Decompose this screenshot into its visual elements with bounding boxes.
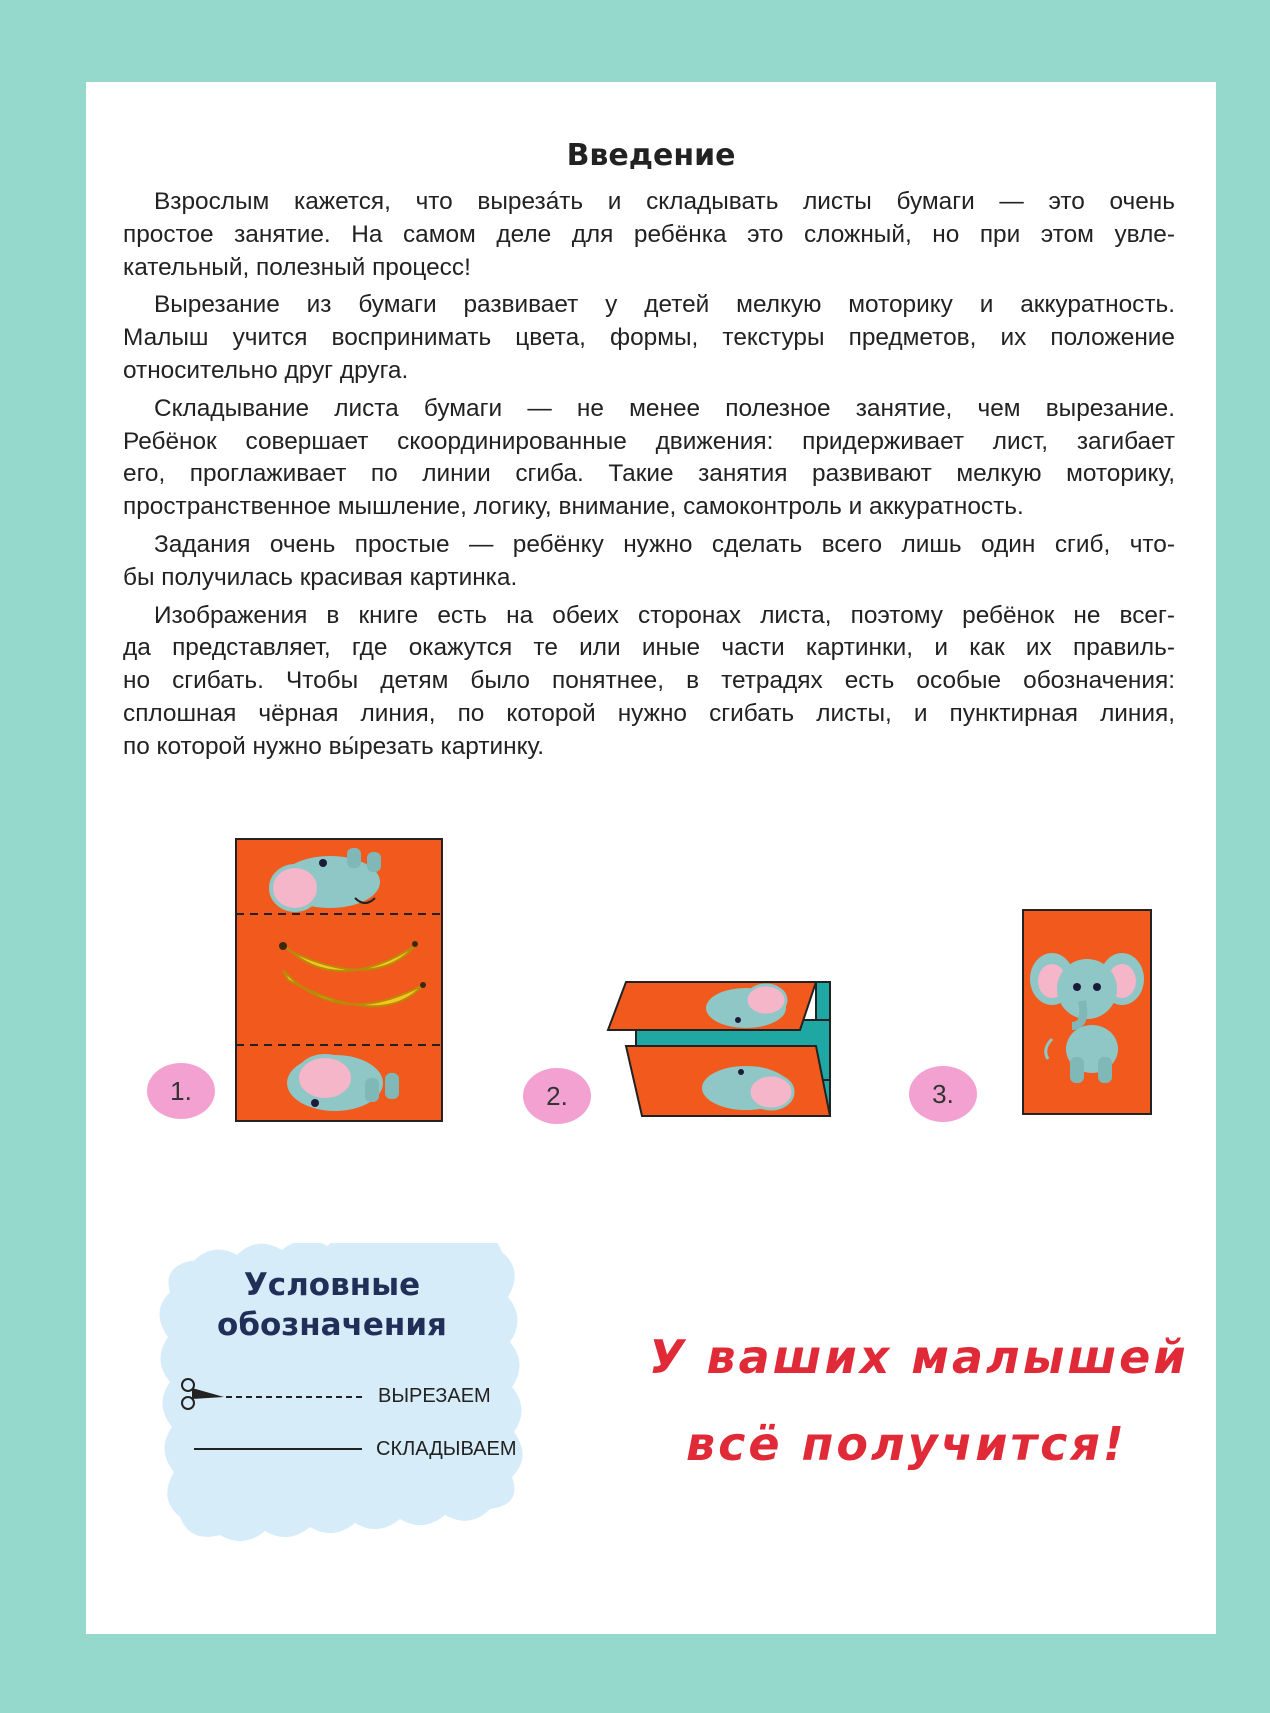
text-line: по которой нужно вы́резать картинку.: [123, 732, 545, 760]
text-line: Взрослым кажется, что вырезáть и складывать листы бумаги — это очень: [154, 188, 1175, 215]
text-line: но сгибать. Чтобы детям было понятнее, в тетрадях есть особые обозначения:: [123, 667, 1175, 695]
legend-box: [152, 1243, 592, 1563]
step-1-illustration: [235, 838, 443, 1122]
step-1-badge: 1.: [147, 1063, 215, 1119]
step-3-illustration: [1022, 909, 1152, 1115]
paragraph-1: [123, 186, 1175, 284]
text-line: его, проглаживает по линии сгиба. Такие занятия развивают мелкую моторику,: [123, 460, 1175, 488]
paragraph-5: [123, 600, 1175, 764]
fold-line-icon: [194, 1444, 394, 1454]
text-line: простое занятие. На самом деле для ребёнка это сложный, но при этом увле-: [123, 220, 1175, 248]
text-line: Складывание листа бумаги — не менее полезное занятие, чем вырезание.: [154, 394, 1175, 422]
text-line: сплошная чёрная линия, по которой нужно сгибать листы, и пунктирная линия,: [123, 699, 1175, 727]
text-line: относительно друг друга.: [123, 356, 409, 384]
scissors-icon: [176, 1375, 376, 1415]
text-line: кательный, полезный процесс!: [123, 253, 471, 281]
paragraph-2: [123, 289, 1175, 387]
legend-title-line2: обозначения: [217, 1307, 447, 1343]
step-3-badge: 3.: [909, 1066, 977, 1122]
text-line: Вырезание из бумаги развивает у детей мелкую моторику и аккуратность.: [154, 291, 1175, 319]
paragraph-3: [123, 393, 1175, 524]
slogan-line-1: У ваших малышей: [649, 1330, 1189, 1384]
cut-label: ВЫРЕЗАЕМ: [378, 1385, 491, 1407]
text-line: Ребёнок совершает скоординированные движения: придерживает лист, загибает: [123, 427, 1175, 455]
paragraph-4: [123, 529, 1175, 595]
slogan-line-2: всё получится!: [686, 1417, 1127, 1471]
text-line: Задания очень простые — ребёнку нужно сделать всего лишь один сгиб, что-: [154, 530, 1175, 558]
page-title: Введение: [566, 138, 736, 173]
text-line: бы получилась красивая картинка.: [123, 563, 518, 591]
text-line: пространственное мышление, логику, внимание, самоконтроль и аккуратность.: [123, 493, 1024, 521]
intro-text: [123, 186, 1175, 769]
step-2-badge: 2.: [523, 1068, 591, 1124]
fold-label: СКЛАДЫВАЕМ: [376, 1438, 517, 1460]
page: [86, 82, 1216, 1634]
text-line: да представляет, где окажутся те или иные части картинки, и как их правиль-: [123, 634, 1175, 662]
text-line: Изображения в книге есть на обеих сторонах листа, поэтому ребёнок не всег-: [154, 601, 1175, 629]
text-line: Малыш учится воспринимать цвета, формы, текстуры предметов, их положение: [123, 324, 1175, 352]
legend-title-line1: Условные: [243, 1267, 421, 1303]
step-2-illustration: [606, 980, 846, 1120]
